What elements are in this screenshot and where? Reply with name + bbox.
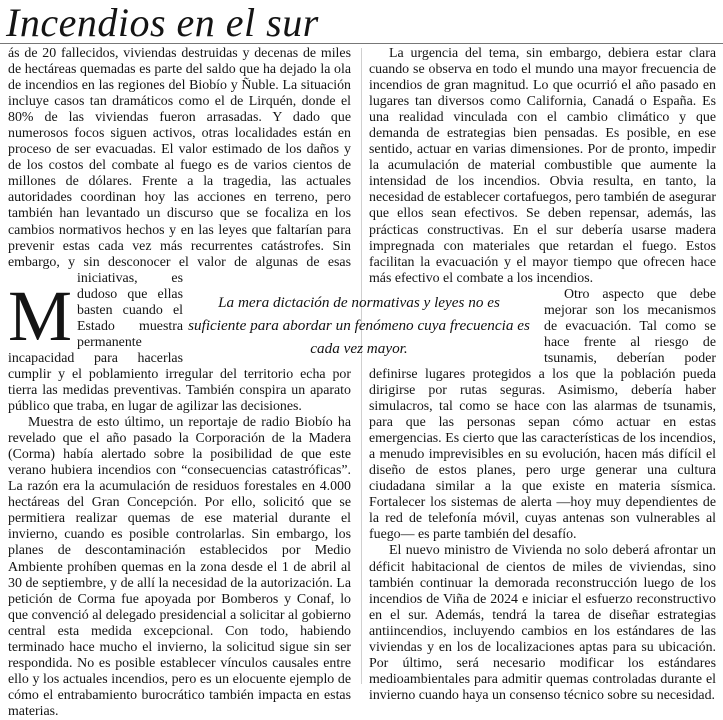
paragraph-4: Otro aspecto que debe mejorar son los mecanismos de evacuación. Tal como se hace frente al riesgo de tsunamis, deberían poder definirse lugares protegidos a los que la población pueda dirigirse por rutas seguras. Asimismo, debería haber simulacros, tal como se hace con las alarmas de tsunamis, para que las personas sepan cómo actuar en estas emergencias. Es cierto que las características de los incendios, a menudo imprevisibles en su evolución, hacen más difícil el diseño de estos planes, pero urge generar una cultura ciudadana similar a la que existe en materia sísmica. Fortalecer los sistemas de alerta —hoy muy dependientes de la red de telefonía móvil, cuyas antenas son vulnerables al fuego— es parte también del desafío. bbox=[369, 286, 716, 543]
right-column bbox=[369, 46, 716, 704]
pull-quote: La mera dictación de normativas y leyes no es suficiente para abordar un fenómeno cuya frecuencia es cada vez mayor. bbox=[188, 294, 530, 357]
left-column bbox=[8, 46, 351, 720]
article-title: Incendios en el sur bbox=[6, 0, 319, 45]
paragraph-1: M ás de 20 fallecidos, viviendas destruidas y decenas de miles de hectáreas quemadas es parte del saldo que ha dejado la ola de incendios en las regiones del Biobío y Ñuble. La situación incluye casos tan dramáticos como el de Lirquén, donde el 80% de las viviendas fueron arrasadas. Y dado que numerosos focos siguen activos, otras localidades están en proceso de ser evacuadas. El valor estimado de los daños y de los costos del combate al fuego es de varios cientos de millones de dólares. Frente a la tragedia, las actuales autoridades coordinan hoy las acciones en terreno, pero también han levantado un discurso que se focaliza en los cambios normativos hechos y en las leyes que faltarían para prevenir estas cada vez más recurrentes catástrofes. Sin embargo, y sin desconocer el valor de algunas de esas iniciativas, es dudoso que ellas basten cuando el Estado muestra permanente incapacidad para hacerlas cumplir y el poblamiento irregular del territorio echa por tierra las medidas preventivas. También conspira un aparato público que traba, en lugar de agilizar las decisiones. bbox=[8, 46, 351, 415]
paragraph-5: El nuevo ministro de Vivienda no solo deberá afrontar un déficit habitacional de cientos de miles de viviendas, sino también continuar la demorada reconstrucción luego de los incendios de Viña de 2024 e iniciar el esfuerzo reconstructivo en el sur. Además, tendrá la tarea de diseñar estrategias antiincendios, incluyendo cambios en los estándares de las viviendas y en los de localizaciones aptas para su ubicación. Por último, será necesario modificar los estándares medioambientales para admitir quemas controladas durante el invierno cuando haya un consenso técnico sobre su necesidad. bbox=[369, 543, 716, 703]
title-rule bbox=[0, 43, 723, 44]
column-divider bbox=[361, 48, 362, 684]
paragraph-3: La urgencia del tema, sin embargo, debiera estar clara cuando se observa en todo el mundo una mayor frecuencia de incendios de gran magnitud. Lo que ocurrió el año pasado en lugares tan diversos como California, Canadá o España. Es una realidad vinculada con el cambio climático y que demanda de estrategias bien pensadas. Es posible, en ese sentido, actuar en varias dimensiones. Por de pronto, impedir la acumulación de material combustible que aumente la intensidad de los incendios. Obvia resulta, en tanto, la necesidad de establecer cortafuegos, pero también de asegurar que ellos sean efectivos. Se deben repensar, además, las prácticas constructivas. En el sur debería usarse madera impregnada con materiales que retardan el fuego. Estos facilitan la evacuación y el mayor tiempo que ofrecen hace más efectivo el combate a los incendios. bbox=[369, 46, 716, 286]
drop-cap: M bbox=[8, 276, 73, 356]
paragraph-2: Muestra de esto último, un reportaje de radio Biobío ha revelado que el año pasado la Corporación de la Madera (Corma) había alertado sobre la posibilidad de que este verano hubiera incendios con “consecuencias catastróficas”. La razón era la acumulación de residuos forestales en 4.000 hectáreas del Gran Concepción. Por ello, solicitó que se permitiera realizar quemas de ese material durante el invierno, cuando es posible controlarlas. Sin embargo, los planes de descontaminación establecidos por Medio Ambiente prohíben quemas en la zona desde el 1 de abril al 30 de septiembre, y de allí la necesidad de la autorización. La petición de Corma fue apoyada por Bomberos y Conaf, lo que convenció al delegado presidencial a solicitar al gobierno central esta medida excepcional. Con todo, habiendo terminado hace mucho el invierno, la solicitud sigue sin ser respondida. No es posible establecer vínculos causales entre ello y los actuales incendios, pero es un elocuente ejemplo de cómo el entrabamiento burocrático también impacta en estas materias. bbox=[8, 415, 351, 719]
